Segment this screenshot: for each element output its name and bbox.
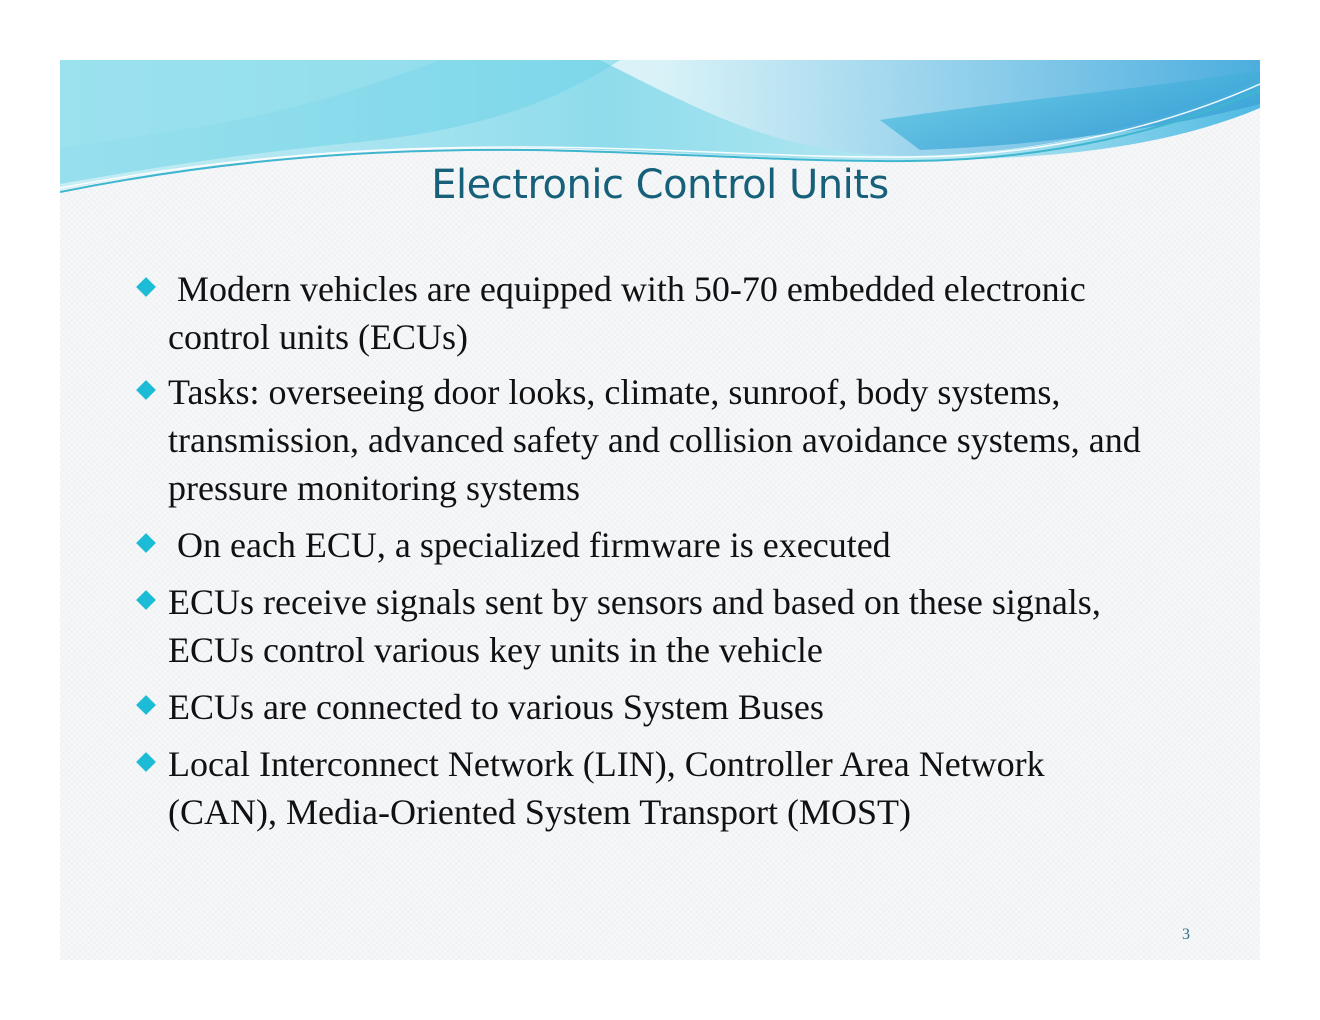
bullet-list bbox=[135, 265, 1145, 845]
page-number: 3 bbox=[1182, 926, 1190, 943]
slide bbox=[60, 60, 1260, 960]
bullet-text: Tasks: overseeing door looks, climate, sunroof, body systems, transmission, advanced safety and collision avoidance systems, and pressure monitoring systems bbox=[168, 372, 1141, 508]
bullet-item bbox=[135, 740, 1145, 836]
bullet-text: ECUs receive signals sent by sensors and based on these signals, ECUs control various key units in the vehicle bbox=[168, 582, 1101, 670]
bullet-item bbox=[135, 368, 1145, 512]
diamond-bullet-icon bbox=[136, 380, 156, 400]
diamond-bullet-icon bbox=[136, 277, 156, 297]
bullet-item bbox=[135, 578, 1145, 674]
bullet-item bbox=[135, 521, 1145, 569]
bullet-text: On each ECU, a specialized firmware is executed bbox=[177, 525, 891, 565]
bullet-text: Local Interconnect Network (LIN), Controller Area Network (CAN), Media-Oriented System Transport (MOST) bbox=[168, 744, 1045, 832]
bullet-text: Modern vehicles are equipped with 50-70 embedded electronic control units (ECUs) bbox=[168, 269, 1086, 357]
bullet-item bbox=[135, 265, 1145, 361]
bullet-item bbox=[135, 683, 1145, 731]
diamond-bullet-icon bbox=[136, 695, 156, 715]
bullet-text: ECUs are connected to various System Buses bbox=[168, 687, 824, 727]
diamond-bullet-icon bbox=[136, 533, 156, 553]
slide-title: Electronic Control Units bbox=[431, 162, 889, 208]
diamond-bullet-icon bbox=[136, 590, 156, 610]
diamond-bullet-icon bbox=[136, 752, 156, 772]
